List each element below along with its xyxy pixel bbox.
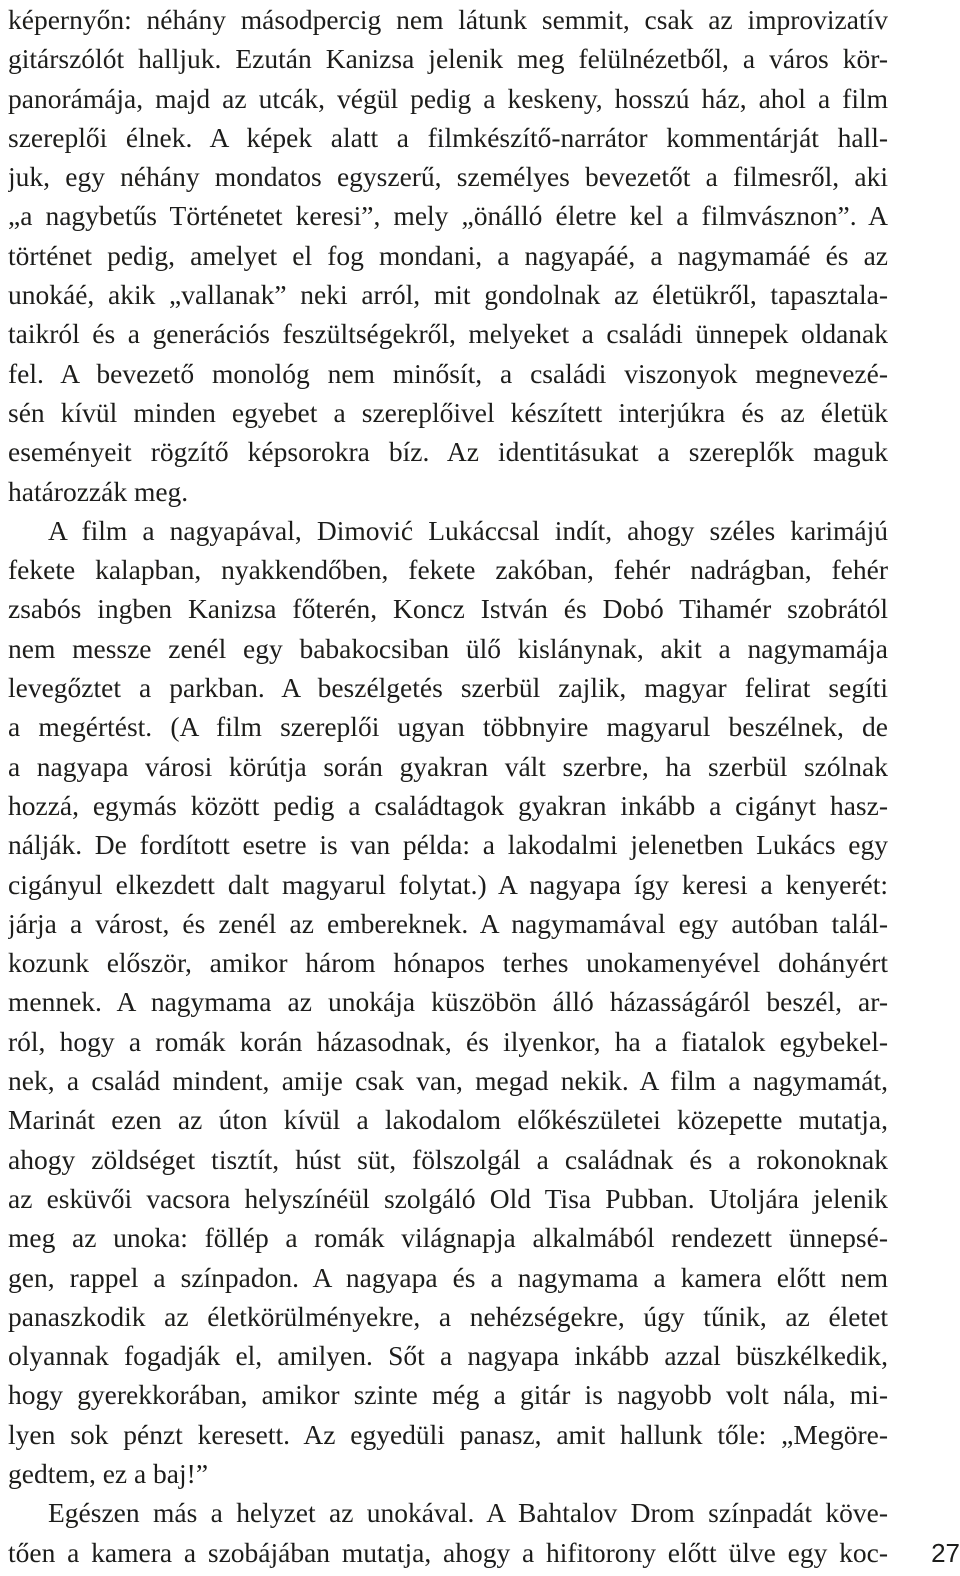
text-line: tően a kamera a szobájában mutatja, ahogy a hifitorony előtt ülve egy koc- — [8, 1536, 888, 1568]
text-line: levegőztet a parkban. A beszélgetés szerbül zajlik, magyar felirat segíti — [8, 672, 888, 704]
text-line: mennek. A nagymama az unokája küszöbön álló házasságáról beszél, ar- — [8, 986, 888, 1018]
text-line: hozzá, egymás között pedig a családtagok gyakran inkább a cigányt hasz- — [8, 789, 888, 821]
text-line: ahogy zöldséget tisztít, húst süt, fölszolgál a családnak és a rokonoknak — [8, 1143, 888, 1175]
text-line: a nagyapa városi körútja során gyakran vált szerbre, ha szerbül szólnak — [8, 750, 888, 782]
text-line: eseményeit rögzítő képsorokra bíz. Az identitásukat a szereplők maguk — [8, 436, 888, 468]
text-line: nálják. De fordított esetre is van példa: a lakodalmi jelenetben Lukács egy — [8, 829, 888, 861]
text-line: történet pedig, amelyet el fog mondani, a nagyapáé, a nagymamáé és az — [8, 239, 888, 271]
text-line: unokáé, akik „vallanak” neki arról, mit gondolnak az életükről, tapasztala- — [8, 279, 888, 311]
text-line: panorámája, majd az utcák, végül pedig a keskeny, hosszú ház, ahol a film — [8, 82, 888, 114]
text-line: a megértést. (A film szereplői ugyan többnyire magyarul beszélnek, de — [8, 711, 888, 743]
text-line: nek, a család mindent, amije csak van, megad nekik. A film a nagymamát, — [8, 1065, 888, 1097]
text-line: olyannak fogadják el, amilyen. Sőt a nagyapa inkább azzal büszkélkedik, — [8, 1340, 888, 1372]
text-line: fekete kalapban, nyakkendőben, fekete zakóban, fehér nadrágban, fehér — [8, 554, 888, 586]
text-line: juk, egy néhány mondatos egyszerű, személyes bevezetőt a filmesről, aki — [8, 161, 888, 193]
text-line: cigányul elkezdett dalt magyarul folytat.) A nagyapa így keresi a kenyerét: — [8, 868, 888, 900]
text-line: szereplői élnek. A képek alatt a filmkészítő-narrátor kommentárját hall- — [8, 121, 888, 153]
text-line: kozunk először, amikor három hónapos terhes unokamenyével dohányért — [8, 947, 888, 979]
body-text — [8, 0, 888, 1572]
text-line: Marinát ezen az úton kívül a lakodalom előkészületei közepette mutatja, — [8, 1104, 888, 1136]
paragraph-last-line: gedtem, ez a baj!” — [8, 1457, 209, 1489]
text-line: zsabós ingben Kanizsa főterén, Koncz István és Dobó Tihamér szobrától — [8, 593, 888, 625]
page-number: 27 — [931, 1538, 960, 1568]
text-line: meg az unoka: föllép a romák világnapja alkalmából rendezett ünnepsé- — [8, 1222, 888, 1254]
text-line: gitárszólót halljuk. Ezután Kanizsa jelenik meg felülnézetből, a város kör- — [8, 43, 888, 75]
text-line: képernyőn: néhány másodpercig nem látunk semmit, csak az improvizatív — [8, 4, 888, 35]
text-line: ról, hogy a romák korán házasodnak, és ilyenkor, ha a fiatalok egybekel- — [8, 1025, 888, 1057]
text-line: panaszkodik az életkörülményekre, a nehézségekre, úgy tűnik, az életet — [8, 1300, 888, 1332]
paragraph-first-line: Egészen más a helyzet az unokával. A Bahtalov Drom színpadát köve- — [48, 1497, 888, 1529]
paragraph-first-line: A film a nagyapával, Dimović Lukáccsal indít, ahogy széles karimájú — [48, 514, 888, 546]
text-line: sén kívül minden egyebet a szereplőivel készített interjúkra és az életük — [8, 396, 888, 428]
text-line: az esküvői vacsora helyszínéül szolgáló Old Tisa Pubban. Utoljára jelenik — [8, 1182, 888, 1214]
text-line: fel. A bevezető monológ nem minősít, a családi viszonyok megnevezé- — [8, 357, 888, 389]
text-line: gen, rappel a színpadon. A nagyapa és a nagymama a kamera előtt nem — [8, 1261, 888, 1293]
text-line: taikról és a generációs feszültségekről, melyeket a családi ünnepek oldanak — [8, 318, 888, 350]
text-line: lyen sok pénzt keresett. Az egyedüli panasz, amit hallunk tőle: „Megöre- — [8, 1418, 888, 1450]
text-line: hogy gyerekkorában, amikor szinte még a gitár is nagyobb volt nála, mi- — [8, 1379, 888, 1411]
paragraph-last-line: határozzák meg. — [8, 475, 189, 507]
text-line: nem messze zenél egy babakocsiban ülő kislánynak, akit a nagymamája — [8, 632, 888, 664]
text-line: járja a várost, és zenél az embereknek. A nagymamával egy autóban talál- — [8, 907, 888, 939]
text-line: „a nagybetűs Történetet keresi”, mely „önálló életre kel a filmvásznon”. A — [8, 200, 888, 232]
